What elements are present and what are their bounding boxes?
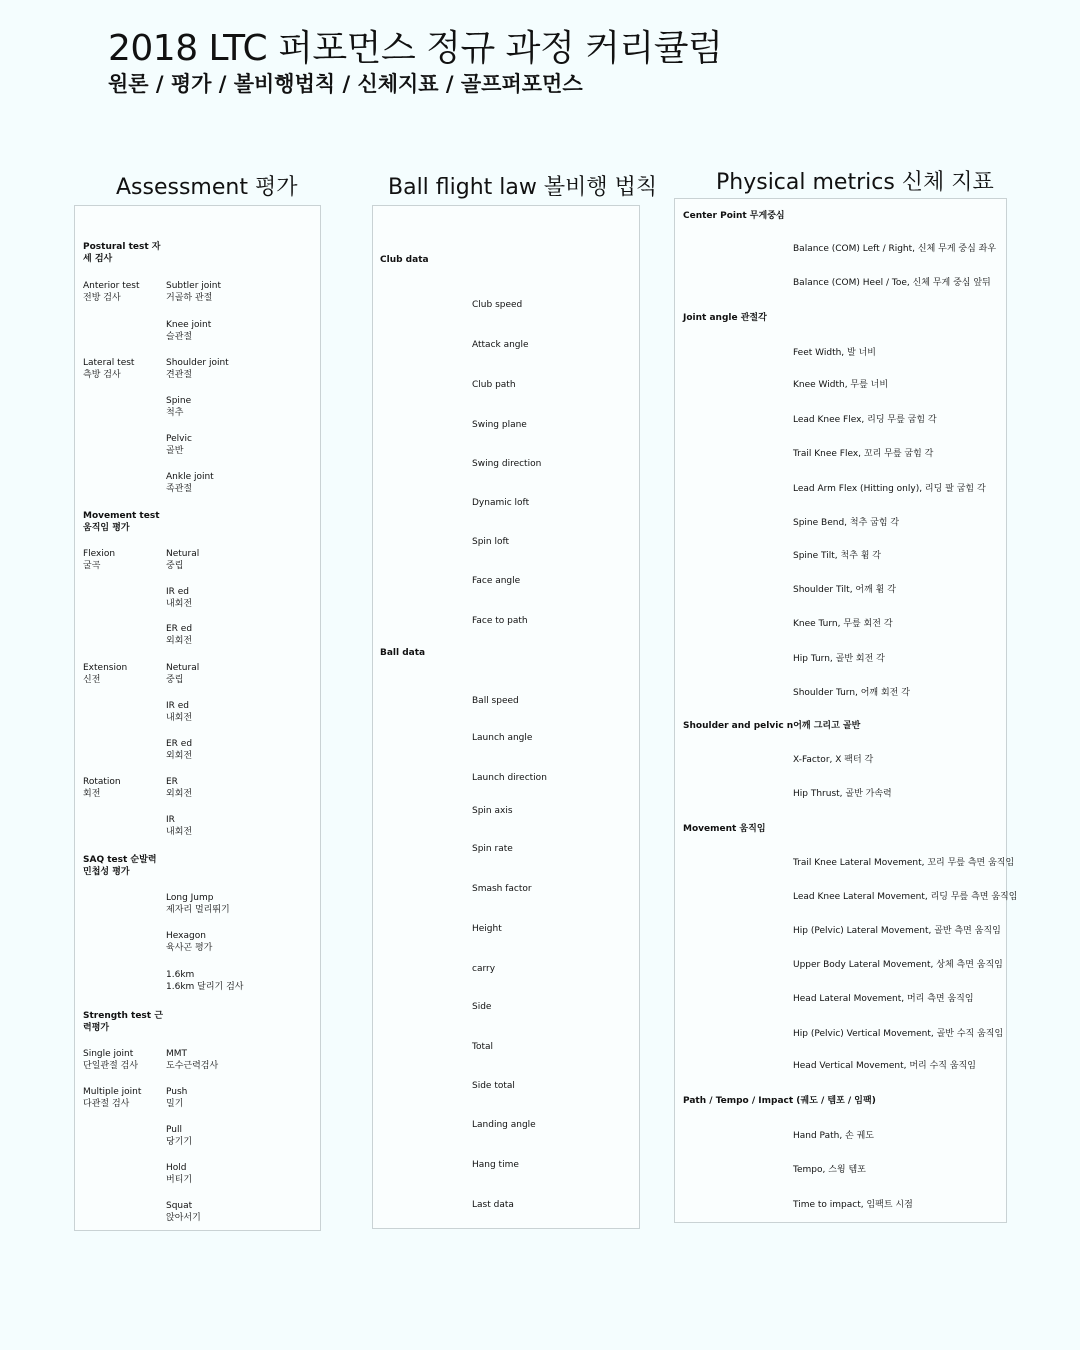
ball-flight-item — [472, 883, 532, 895]
cell-line: Ball speed — [472, 696, 519, 706]
cell-line: Face angle — [472, 576, 521, 586]
cell-line: 앉아서기 — [166, 1213, 201, 1223]
physical-metrics-item — [793, 687, 910, 699]
cell-line: 거골하 관절 — [166, 293, 213, 303]
cell-line: Strength test 근 — [83, 1011, 163, 1021]
assessment-item — [83, 1086, 141, 1110]
ball-flight-section-label — [380, 254, 429, 266]
cell-line: Ball data — [380, 648, 426, 658]
cell-line: Hip Turn, 골반 회전 각 — [793, 654, 885, 664]
physical-metrics-item — [793, 414, 937, 426]
cell-line: Subtler joint — [166, 281, 221, 291]
cell-line: Squat — [166, 1201, 193, 1211]
assessment-item — [166, 623, 192, 647]
ball-flight-item — [472, 805, 513, 817]
physical-metrics-item — [793, 1164, 866, 1176]
cell-line: IR ed — [166, 701, 190, 711]
cell-line: ER — [166, 777, 178, 787]
cell-line: Smash factor — [472, 884, 532, 894]
ball-flight-item — [472, 379, 516, 391]
assessment-item — [166, 892, 230, 916]
physical-metrics-section-label — [683, 823, 766, 835]
cell-line: 민첩성 평가 — [83, 867, 130, 877]
cell-line: Hip Thrust, 골반 가속력 — [793, 789, 892, 799]
ball-flight-item — [472, 843, 513, 855]
physical-metrics-section-label — [683, 312, 767, 324]
ball-flight-item — [472, 1080, 515, 1092]
physical-metrics-item — [793, 959, 1003, 971]
cell-line: Anterior test — [83, 281, 140, 291]
cell-line: Hip (Pelvic) Lateral Movement, 골반 측면 움직임 — [793, 926, 1001, 936]
cell-line: Face to path — [472, 616, 528, 626]
ball-flight-heading: Ball flight law 볼비행 법칙 — [388, 175, 658, 200]
physical-metrics-item — [793, 347, 876, 359]
cell-line: Total — [472, 1042, 494, 1052]
cell-line: 견관절 — [166, 370, 193, 380]
assessment-item — [166, 586, 192, 610]
cell-line: 척추 — [166, 408, 184, 418]
cell-line: 중립 — [166, 675, 184, 685]
cell-line: Hexagon — [166, 931, 206, 941]
cell-line: Lead Arm Flex (Hitting only), 리딩 팔 굽힘 각 — [793, 484, 986, 494]
assessment-item — [166, 433, 192, 457]
assessment-item — [166, 776, 192, 800]
assessment-item — [166, 280, 221, 304]
cell-line: SAQ test 순발력 — [83, 855, 157, 865]
cell-line: Knee Turn, 무릎 회전 각 — [793, 619, 893, 629]
ball-flight-item — [472, 1159, 519, 1171]
cell-line: 전방 검사 — [83, 293, 121, 303]
cell-line: Lead Knee Lateral Movement, 리딩 무릎 측면 움직임 — [793, 892, 1018, 902]
physical-metrics-section-label — [683, 720, 860, 732]
physical-metrics-section-label — [683, 1095, 876, 1107]
physical-metrics-item — [793, 1028, 1003, 1040]
cell-line: Shoulder Turn, 어깨 회전 각 — [793, 688, 910, 698]
cell-line: 중립 — [166, 561, 184, 571]
cell-line: Extension — [83, 663, 128, 673]
cell-line: ER ed — [166, 739, 193, 749]
cell-line: Side — [472, 1002, 492, 1012]
cell-line: carry — [472, 964, 496, 974]
page-title: 2018 LTC 퍼포먼스 정규 과정 커리큘럼 — [108, 28, 723, 69]
physical-metrics-item — [793, 277, 991, 289]
cell-line: 력평가 — [83, 1023, 110, 1033]
cell-line: 외회전 — [166, 751, 193, 761]
cell-line: IR ed — [166, 587, 190, 597]
ball-flight-item — [472, 1041, 493, 1053]
cell-line: Upper Body Lateral Movement, 상체 측면 움직임 — [793, 960, 1003, 970]
cell-line: Movement test — [83, 511, 160, 521]
ball-flight-item — [472, 615, 528, 627]
ball-flight-item — [472, 923, 502, 935]
assessment-item — [166, 738, 192, 762]
cell-line: Path / Tempo / Impact (궤도 / 템포 / 임팩) — [683, 1096, 876, 1106]
cell-line: Shoulder Tilt, 어깨 휨 각 — [793, 585, 896, 595]
ball-flight-item — [472, 497, 529, 509]
ball-flight-item — [472, 732, 532, 744]
cell-line: Lead Knee Flex, 리딩 무릎 굽힘 각 — [793, 415, 937, 425]
cell-line: 제자리 멀리뛰기 — [166, 905, 230, 915]
ball-flight-item — [472, 1001, 491, 1013]
assessment-heading: Assessment 평가 — [116, 175, 298, 200]
cell-line: Flexion — [83, 549, 116, 559]
cell-line: Single joint — [83, 1049, 134, 1059]
cell-line: Long Jump — [166, 893, 214, 903]
cell-line: Multiple joint — [83, 1087, 142, 1097]
ball-flight-item — [472, 458, 541, 470]
cell-line: Club speed — [472, 300, 523, 310]
cell-line: Head Lateral Movement, 머리 측면 움직임 — [793, 994, 974, 1004]
cell-line: 1.6km — [166, 970, 195, 980]
cell-line: Time to impact, 임팩트 시점 — [793, 1200, 913, 1210]
cell-line: Ankle joint — [166, 472, 214, 482]
assessment-item — [83, 357, 134, 381]
ball-flight-table — [372, 205, 640, 1229]
cell-line: 내회전 — [166, 599, 193, 609]
ball-flight-section-label — [380, 647, 425, 659]
cell-line: Hang time — [472, 1160, 519, 1170]
cell-line: Club data — [380, 255, 429, 265]
cell-line: Launch angle — [472, 733, 533, 743]
ball-flight-item — [472, 963, 495, 975]
cell-line: Joint angle 관절각 — [683, 313, 767, 323]
cell-line: Netural — [166, 549, 200, 559]
cell-line: Knee Width, 무릎 너비 — [793, 380, 889, 390]
assessment-item — [166, 1162, 192, 1186]
cell-line: 회전 — [83, 789, 101, 799]
cell-line: ER ed — [166, 624, 193, 634]
assessment-item — [166, 1124, 192, 1148]
cell-line: Knee joint — [166, 320, 212, 330]
cell-line: Spine Bend, 척추 굽힘 각 — [793, 518, 900, 528]
cell-line: Rotation — [83, 777, 121, 787]
cell-line: Height — [472, 924, 502, 934]
cell-line: Hold — [166, 1163, 187, 1173]
cell-line: Spin rate — [472, 844, 513, 854]
cell-line: Balance (COM) Heel / Toe, 신체 무게 중심 앞뒤 — [793, 278, 991, 288]
cell-line: IR — [166, 815, 175, 825]
cell-line: 버티기 — [166, 1175, 193, 1185]
cell-line: MMT — [166, 1049, 188, 1059]
assessment-item — [166, 1048, 218, 1072]
cell-line: Feet Width, 발 너비 — [793, 348, 876, 358]
ball-flight-item — [472, 772, 547, 784]
cell-line: 단일관절 검사 — [83, 1061, 139, 1071]
physical-metrics-item — [793, 379, 888, 391]
cell-line: Head Vertical Movement, 머리 수직 움직임 — [793, 1061, 976, 1071]
assessment-section-label — [83, 854, 157, 878]
ball-flight-item — [472, 299, 522, 311]
cell-line: 내회전 — [166, 827, 193, 837]
physical-metrics-item — [793, 993, 974, 1005]
assessment-item — [83, 662, 127, 686]
cell-line: Tempo, 스윙 템포 — [793, 1165, 866, 1175]
cell-line: Shoulder joint — [166, 358, 229, 368]
ball-flight-item — [472, 695, 519, 707]
cell-line: Swing plane — [472, 420, 527, 430]
assessment-item — [166, 395, 191, 419]
cell-line: 외회전 — [166, 789, 193, 799]
physical-metrics-item — [793, 1130, 874, 1142]
cell-line: 굴곡 — [83, 561, 101, 571]
physical-metrics-item — [793, 754, 873, 766]
cell-line: Movement 움직임 — [683, 824, 766, 834]
assessment-item — [166, 357, 229, 381]
physical-metrics-item — [793, 243, 996, 255]
cell-line: Shoulder and pelvic n어깨 그리고 골반 — [683, 721, 861, 731]
physical-metrics-item — [793, 653, 885, 665]
assessment-item — [166, 471, 214, 495]
physical-metrics-item — [793, 448, 933, 460]
cell-line: Hand Path, 손 궤도 — [793, 1131, 874, 1141]
cell-line: Spin axis — [472, 806, 513, 816]
physical-metrics-item — [793, 857, 1014, 869]
physical-metrics-item — [793, 788, 892, 800]
cell-line: Launch direction — [472, 773, 547, 783]
cell-line: Swing direction — [472, 459, 542, 469]
assessment-section-label — [83, 1010, 163, 1034]
physical-metrics-section-label — [683, 210, 785, 222]
assessment-item — [83, 280, 139, 304]
assessment-section-label — [83, 241, 160, 265]
cell-line: Club path — [472, 380, 516, 390]
assessment-item — [166, 548, 199, 572]
cell-line: 움직임 평가 — [83, 523, 130, 533]
cell-line: 측방 검사 — [83, 370, 121, 380]
cell-line: Spine Tilt, 척추 휨 각 — [793, 551, 881, 561]
cell-line: Side total — [472, 1081, 515, 1091]
cell-line: Trail Knee Lateral Movement, 꼬리 무릎 측면 움직임 — [793, 858, 1015, 868]
cell-line: Last data — [472, 1200, 514, 1210]
physical-metrics-item — [793, 550, 881, 562]
assessment-section-label — [83, 510, 160, 534]
cell-line: Lateral test — [83, 358, 135, 368]
assessment-item — [166, 662, 199, 686]
ball-flight-item — [472, 339, 529, 351]
cell-line: Center Point 무게중심 — [683, 211, 785, 221]
cell-line: Dynamic loft — [472, 498, 530, 508]
cell-line: 골반 — [166, 446, 184, 456]
cell-line: 신전 — [83, 675, 101, 685]
ball-flight-item — [472, 1119, 536, 1131]
physical-metrics-table — [674, 198, 1018, 1223]
physical-metrics-item — [793, 1199, 913, 1211]
page-subtitle: 원론 / 평가 / 볼비행법칙 / 신체지표 / 골프퍼포먼스 — [108, 72, 583, 96]
physical-metrics-item — [793, 517, 899, 529]
assessment-item — [166, 319, 211, 343]
cell-line: 슬관절 — [166, 332, 193, 342]
physical-metrics-item — [793, 618, 893, 630]
cell-line: 육사곤 평가 — [166, 943, 213, 953]
assessment-item — [83, 548, 115, 572]
cell-line: 1.6km 달리기 검사 — [166, 982, 244, 992]
physical-metrics-heading: Physical metrics 신체 지표 — [716, 170, 994, 195]
assessment-table — [74, 205, 321, 1231]
cell-line: Pull — [166, 1125, 182, 1135]
physical-metrics-item — [793, 925, 1001, 937]
assessment-item — [166, 969, 243, 993]
cell-line: Spin loft — [472, 537, 510, 547]
cell-line: 외회전 — [166, 636, 193, 646]
cell-line: 도수근력검사 — [166, 1061, 219, 1071]
ball-flight-item — [472, 1199, 514, 1211]
cell-line: 다관절 검사 — [83, 1099, 130, 1109]
ball-flight-item — [472, 575, 520, 587]
cell-line: 세 검사 — [83, 254, 113, 264]
assessment-item — [83, 1048, 138, 1072]
ball-flight-item — [472, 536, 509, 548]
physical-metrics-item — [793, 891, 1017, 903]
cell-line: Push — [166, 1087, 188, 1097]
physical-metrics-item — [793, 1060, 976, 1072]
cell-line: X-Factor, X 팩터 각 — [793, 755, 874, 765]
cell-line: Balance (COM) Left / Right, 신체 무게 중심 좌우 — [793, 244, 997, 254]
assessment-item — [166, 814, 192, 838]
cell-line: Netural — [166, 663, 200, 673]
cell-line: 밀기 — [166, 1099, 184, 1109]
cell-line: 내회전 — [166, 713, 193, 723]
physical-metrics-item — [793, 483, 986, 495]
cell-line: Attack angle — [472, 340, 529, 350]
physical-metrics-item — [793, 584, 896, 596]
cell-line: Spine — [166, 396, 192, 406]
assessment-item — [166, 1200, 201, 1224]
assessment-item — [166, 1086, 187, 1110]
cell-line: Landing angle — [472, 1120, 536, 1130]
ball-flight-item — [472, 419, 527, 431]
cell-line: Postural test 자 — [83, 242, 161, 252]
cell-line: Trail Knee Flex, 꼬리 무릎 굽힘 각 — [793, 449, 934, 459]
cell-line: Pelvic — [166, 434, 192, 444]
assessment-item — [166, 930, 212, 954]
assessment-item — [83, 776, 121, 800]
cell-line: 족관절 — [166, 484, 193, 494]
cell-line: Hip (Pelvic) Vertical Movement, 골반 수직 움직임 — [793, 1029, 1004, 1039]
assessment-item — [166, 700, 192, 724]
cell-line: 당기기 — [166, 1137, 193, 1147]
